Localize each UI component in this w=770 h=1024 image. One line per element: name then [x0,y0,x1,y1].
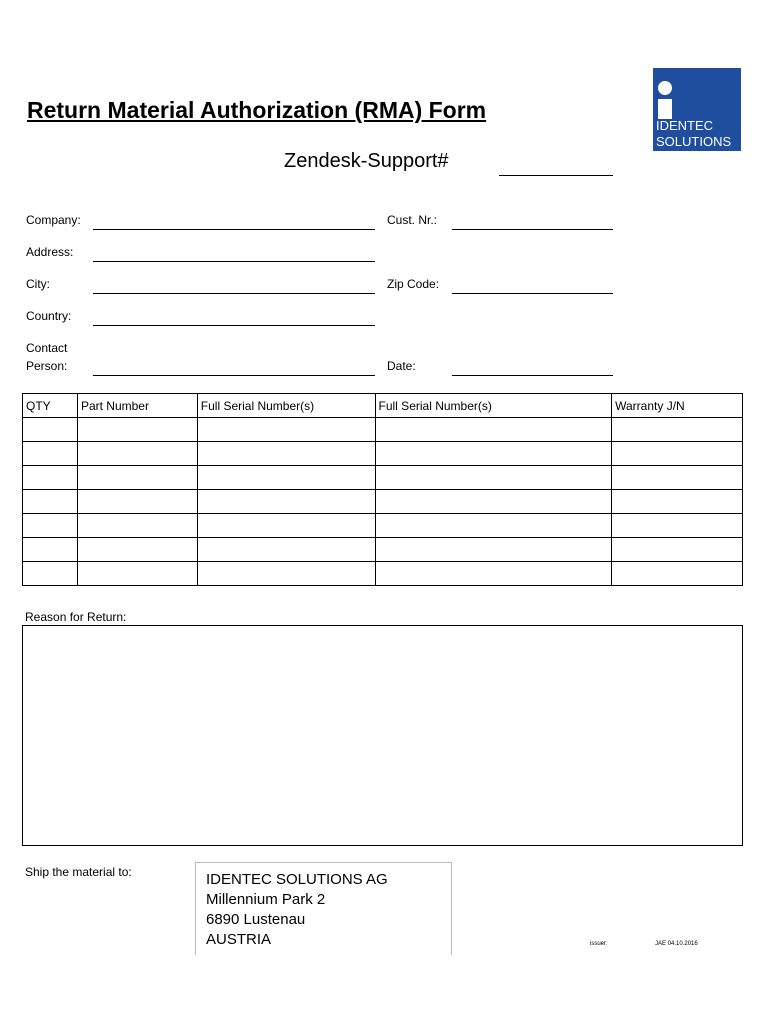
zendesk-support-label: Zendesk-Support# [284,150,449,172]
logo-line2: SOLUTIONS [656,134,732,149]
table-cell[interactable] [197,466,375,490]
ship-address-line2: Millennium Park 2 [206,891,326,908]
table-cell[interactable] [612,562,743,586]
company-field[interactable] [93,229,375,230]
table-cell[interactable] [197,490,375,514]
table-cell[interactable] [77,514,197,538]
logo-bar-icon [658,99,672,119]
table-cell[interactable] [197,562,375,586]
table-cell[interactable] [23,514,78,538]
address-label: Address: [26,245,74,259]
table-cell[interactable] [197,514,375,538]
logo-line1: IDENTEC [656,118,714,133]
table-header-row [23,394,743,418]
contact-label-line1: Contact [26,341,68,355]
cust-nr-field[interactable] [452,229,613,230]
table-cell[interactable] [197,442,375,466]
date-field[interactable] [452,375,613,376]
items-table [22,393,743,586]
table-row [23,538,743,562]
cust-nr-label: Cust. Nr.: [387,213,438,227]
table-cell[interactable] [23,418,78,442]
ship-address-line4: AUSTRIA [206,931,272,948]
ship-address-line1: IDENTEC SOLUTIONS AG [206,871,388,888]
table-cell[interactable] [23,466,78,490]
table-cell[interactable] [375,514,612,538]
ship-address-box [195,862,452,955]
table-cell[interactable] [375,418,612,442]
city-label: City: [26,277,50,291]
reason-textarea[interactable] [22,625,743,846]
table-cell[interactable] [375,538,612,562]
table-cell[interactable] [375,442,612,466]
table-cell[interactable] [77,466,197,490]
table-row [23,514,743,538]
form-title: Return Material Authorization (RMA) Form [27,97,487,123]
table-cell[interactable] [612,442,743,466]
country-field[interactable] [93,325,375,326]
table-cell[interactable] [612,490,743,514]
table-cell[interactable] [23,490,78,514]
table-cell[interactable] [612,514,743,538]
header-qty: QTY [23,394,78,418]
table-cell[interactable] [612,466,743,490]
table-row [23,562,743,586]
table-cell[interactable] [23,538,78,562]
identec-logo [653,68,741,151]
zip-code-field[interactable] [452,293,613,294]
table-row [23,442,743,466]
header-part-number: Part Number [77,394,197,418]
logo-text [656,118,731,150]
table-cell[interactable] [612,538,743,562]
city-field[interactable] [93,293,375,294]
table-row [23,418,743,442]
ship-label: Ship the material to: [25,865,132,879]
header-serial-1: Full Serial Number(s) [197,394,375,418]
table-row [23,490,743,514]
ship-address-line3: 6890 Lustenau [206,911,306,928]
table-cell[interactable] [77,418,197,442]
zip-code-label: Zip Code: [387,277,440,291]
table-cell[interactable] [197,538,375,562]
header-warranty: Warranty J/N [612,394,743,418]
issuer-label: issuer: [590,941,608,947]
contact-label-line2: Person: [26,359,68,373]
zendesk-support-field[interactable] [499,175,613,176]
contact-person-field[interactable] [93,375,375,376]
table-cell[interactable] [375,562,612,586]
table-cell[interactable] [375,466,612,490]
table-cell[interactable] [77,538,197,562]
table-cell[interactable] [77,490,197,514]
table-cell[interactable] [77,442,197,466]
table-cell[interactable] [23,442,78,466]
table-cell[interactable] [77,562,197,586]
company-label: Company: [26,213,81,227]
header-serial-2: Full Serial Number(s) [375,394,612,418]
table-row [23,466,743,490]
issuer-value: JAE 04.10.2016 [655,941,698,947]
logo-dot-icon [658,81,672,95]
country-label: Country: [26,309,72,323]
table-cell[interactable] [612,418,743,442]
table-cell[interactable] [375,490,612,514]
table-cell[interactable] [23,562,78,586]
address-field[interactable] [93,261,375,262]
date-label: Date: [387,359,416,373]
table-cell[interactable] [197,418,375,442]
reason-label: Reason for Return: [25,610,127,624]
